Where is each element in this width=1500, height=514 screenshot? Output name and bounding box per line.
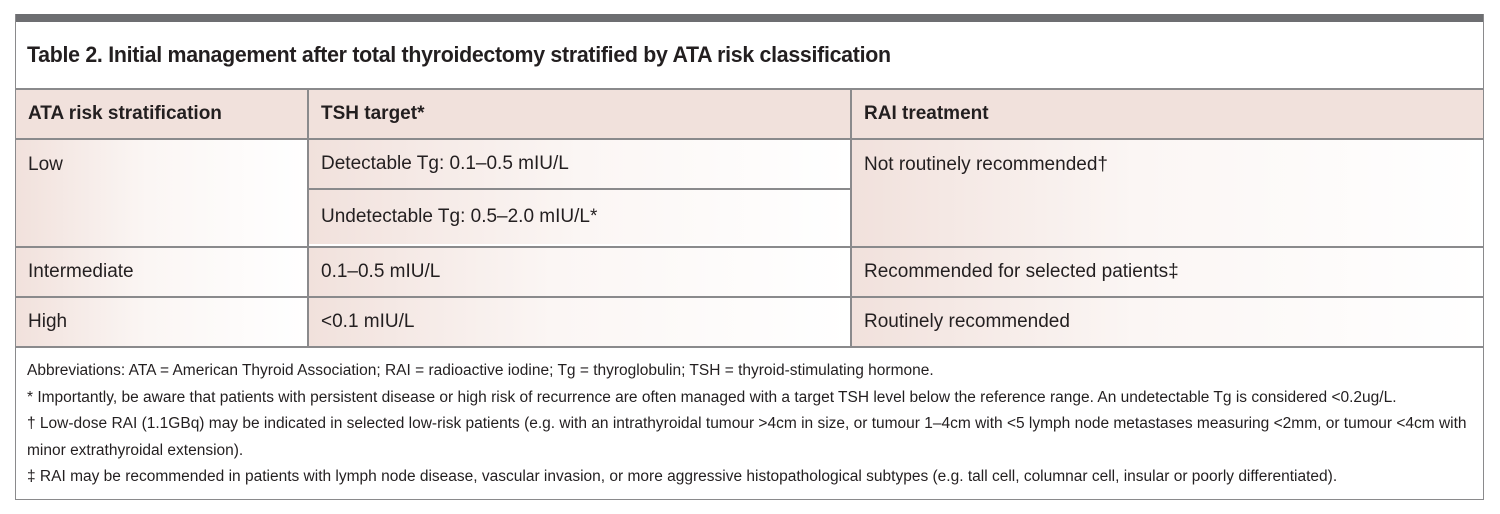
column-header-tsh: TSH target* <box>309 90 852 138</box>
risk-cell-intermediate: Intermediate <box>16 248 309 296</box>
table-container <box>15 14 1484 500</box>
tsh-cell-intermediate: 0.1–0.5 mIU/L <box>309 248 852 296</box>
table-top-bar <box>16 14 1483 22</box>
footnote-abbreviations: Abbreviations: ATA = American Thyroid Association; RAI = radioactive iodine; Tg = thyroglobulin; TSH = thyroid-stimulating hormone. <box>27 362 934 379</box>
table-footnotes <box>16 348 1483 499</box>
table-row-intermediate <box>16 248 1483 298</box>
table-title: Table 2. Initial management after total thyroidectomy stratified by ATA risk classification <box>27 42 891 67</box>
tsh-cell-high: <0.1 mIU/L <box>309 298 852 346</box>
tsh-detectable-tg: Detectable Tg: 0.1–0.5 mIU/L <box>309 140 850 188</box>
risk-cell-low: Low <box>16 140 309 246</box>
risk-cell-high: High <box>16 298 309 346</box>
table-title-row <box>16 22 1483 90</box>
table-header-row <box>16 90 1483 140</box>
footnote-dagger: † Low-dose RAI (1.1GBq) may be indicated in selected low-risk patients (e.g. with an intrathyroidal tumour >4cm in size, or tumour 1–4cm with <5 lymph node metastases measuring <2mm, or tumour <4cm with minor extrathyroidal extension). <box>27 415 1467 459</box>
tsh-undetectable-tg: Undetectable Tg: 0.5–2.0 mIU/L* <box>309 188 850 244</box>
column-header-risk: ATA risk stratification <box>16 90 309 138</box>
rai-cell-high: Routinely recommended <box>852 298 1483 346</box>
footnote-asterisk: * Importantly, be aware that patients with persistent disease or high risk of recurrence are often managed with a target TSH level below the reference range. An undetectable Tg is considered <0.2ug/L. <box>27 388 1397 406</box>
tsh-cell-low <box>309 140 852 246</box>
column-header-rai: RAI treatment <box>864 103 989 124</box>
rai-cell-intermediate: Recommended for selected patients‡ <box>852 248 1483 296</box>
table-row-low <box>16 140 1483 248</box>
table-row-high <box>16 298 1483 348</box>
rai-cell-low: Not routinely recommended† <box>852 140 1483 246</box>
footnote-double-dagger: ‡ RAI may be recommended in patients with lymph node disease, vascular invasion, or more aggressive histopathological subtypes (e.g. tall cell, columnar cell, insular or poorly differentiated). <box>27 468 1338 485</box>
